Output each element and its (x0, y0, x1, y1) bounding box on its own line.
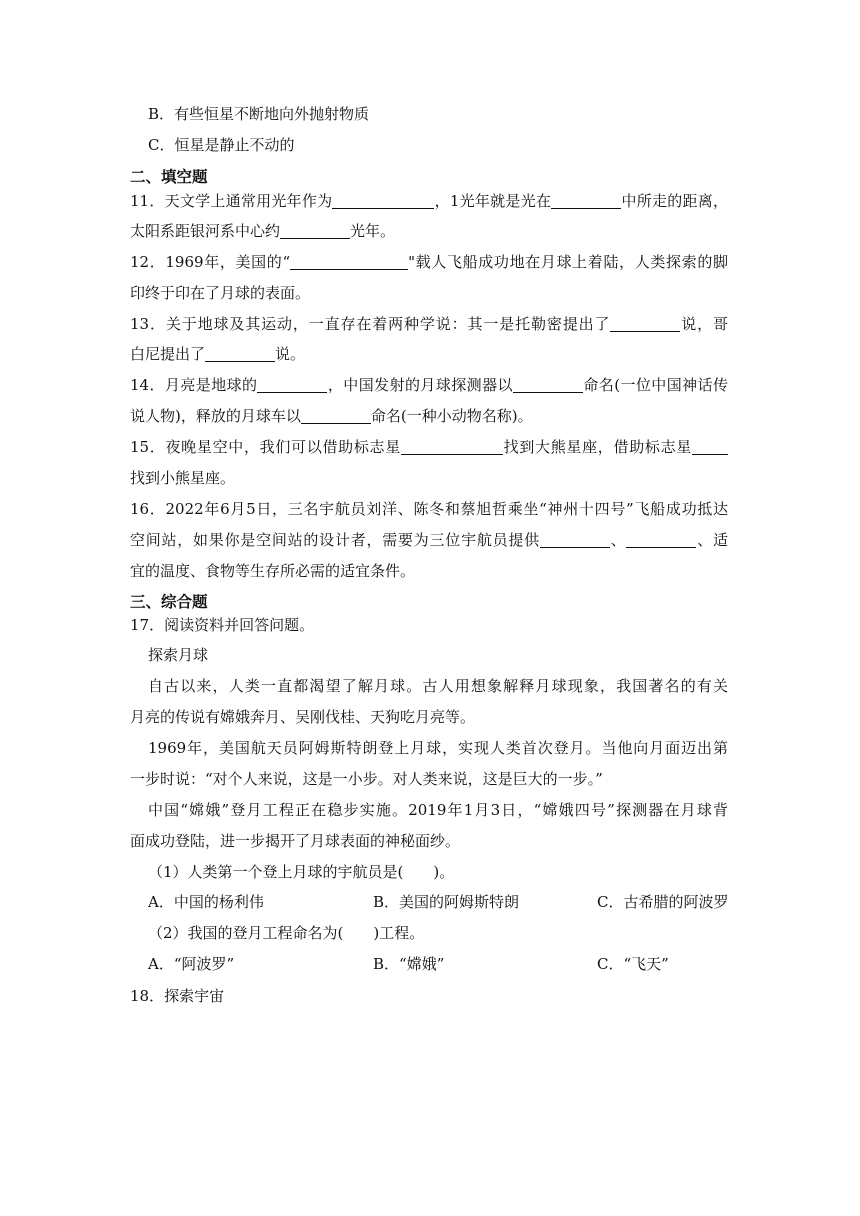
question-12-line-2: 印终于印在了月球的表面。 (130, 284, 311, 302)
answer-blank[interactable] (280, 222, 350, 239)
sub-question-1-option-a[interactable]: A．中国的杨利伟 (148, 893, 264, 911)
answer-blank[interactable] (692, 438, 728, 455)
sub-question-2: （2）我国的登月工程命名为( )工程。 (148, 924, 425, 942)
section-2-title: 二、填空题 (130, 168, 208, 186)
question-16-line-3: 宜的温度、食物等生存所必需的适宜条件。 (130, 562, 416, 580)
question-11-line-1: 11．天文学上通常用光年作为 ，1光年就是光在 中所走的距离， (130, 192, 728, 210)
sub-question-2-option-b[interactable]: B．“嫦娥” (373, 955, 445, 973)
question-16-line-1: 16．2022年6月5日，三名宇航员刘洋、陈冬和蔡旭哲乘坐“神州十四号”飞船成功抵达 (130, 500, 728, 518)
q10-option-b: B．有些恒星不断地向外抛射物质 (148, 105, 370, 123)
question-number: 14． (130, 376, 165, 394)
sub-question-1: （1）人类第一个登上月球的宇航员是( )。 (148, 863, 455, 881)
question-number: 17． (130, 616, 165, 634)
answer-blank[interactable] (301, 407, 371, 424)
question-number: 18． (130, 987, 165, 1005)
question-number: 15． (130, 438, 166, 456)
question-15-line-2: 找到小熊星座。 (130, 469, 236, 487)
passage-paragraph-1-line-1: 自古以来，人类一直都渴望了解月球。古人用想象解释月球现象，我国著名的有关 (148, 677, 728, 695)
question-number: 16． (130, 500, 166, 518)
answer-blank[interactable] (551, 192, 621, 209)
q10-option-c: C．恒星是静止不动的 (148, 136, 295, 154)
answer-blank[interactable] (257, 376, 327, 393)
answer-blank[interactable] (513, 376, 583, 393)
question-14-line-2: 说人物)，释放的月球车以 命名(一种小动物名称)。 (130, 407, 533, 425)
answer-blank[interactable] (626, 531, 696, 548)
question-number: 12． (130, 253, 166, 271)
answer-blank[interactable] (401, 438, 503, 455)
question-number: 13． (130, 315, 166, 333)
answer-blank[interactable] (332, 192, 434, 209)
section-3-title: 三、综合题 (130, 593, 208, 611)
passage-paragraph-2-line-1: 1969年，美国航天员阿姆斯特朗登上月球，实现人类首次登月。当他向月面迈出第 (148, 739, 728, 757)
passage-title: 探索月球 (148, 646, 209, 664)
question-18: 18．探索宇宙 (130, 987, 225, 1005)
answer-blank[interactable] (540, 531, 610, 548)
sub-question-1-option-b[interactable]: B．美国的阿姆斯特朗 (373, 893, 520, 911)
question-15-line-1: 15．夜晚星空中，我们可以借助标志星 找到大熊星座，借助标志星 (130, 437, 728, 457)
answer-blank[interactable] (290, 253, 408, 270)
sub-question-2-option-c[interactable]: C．“飞天” (597, 955, 669, 973)
question-13-line-1: 13．关于地球及其运动，一直存在着两种学说：其一是托勒密提出了 说，哥 (130, 315, 728, 333)
question-16-line-2: 空间站，如果你是空间站的设计者，需要为三位宇航员提供 、 、适 (130, 531, 728, 549)
passage-paragraph-3-line-2: 面成功登陆，进一步揭开了月球表面的神秘面纱。 (130, 832, 461, 850)
answer-blank[interactable] (205, 345, 275, 362)
passage-paragraph-3-line-1: 中国“嫦娥”登月工程正在稳步实施。2019年1月3日，“嫦娥四号”探测器在月球背 (148, 801, 728, 819)
question-12-line-1: 12．1969年，美国的“ "载人飞船成功地在月球上着陆，人类探索的脚 (130, 253, 728, 271)
sub-question-1-option-c[interactable]: C．古希腊的阿波罗 (597, 893, 729, 911)
passage-paragraph-2-line-2: 一步时说：“对个人来说，这是一小步。对人类来说，这是巨大的一步。” (130, 770, 603, 788)
sub-question-2-option-a[interactable]: A．“阿波罗” (148, 955, 235, 973)
question-number: 11． (130, 192, 165, 210)
question-17-intro: 17．阅读资料并回答问题。 (130, 616, 315, 634)
answer-blank[interactable] (610, 315, 680, 332)
passage-paragraph-1-line-2: 月亮的传说有嫦娥奔月、吴刚伐桂、天狗吃月亮等。 (130, 708, 476, 726)
question-11-line-2: 太阳系距银河系中心约 光年。 (130, 222, 396, 240)
question-14-line-1: 14．月亮是地球的 ，中国发射的月球探测器以 命名(一位中国神话传 (130, 376, 728, 394)
question-13-line-2: 白尼提出了 说。 (130, 345, 306, 363)
